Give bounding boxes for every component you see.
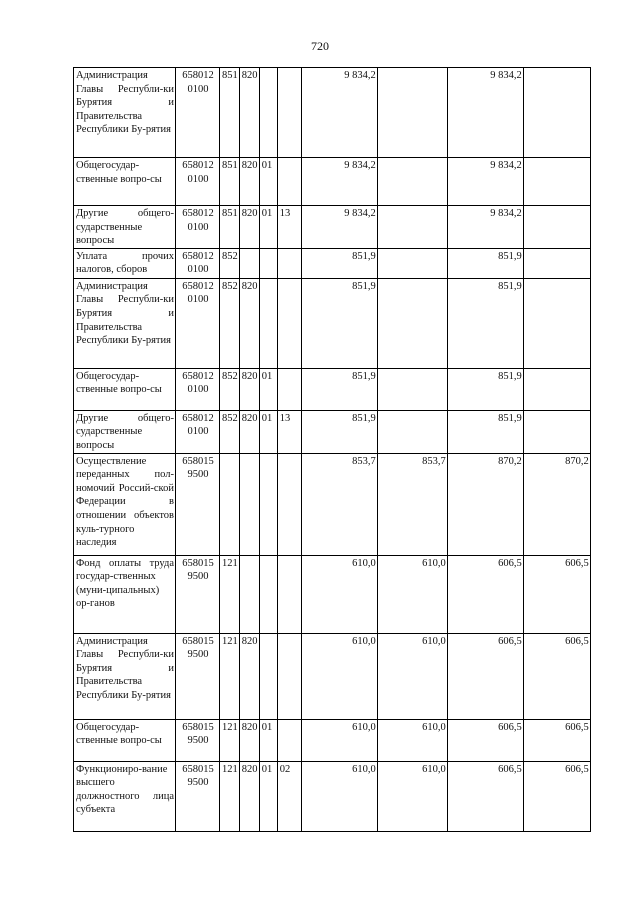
cell-amount-4 — [523, 158, 590, 206]
cell-amount-2: 610,0 — [377, 555, 447, 633]
table-row — [74, 68, 591, 158]
cell-section: 01 — [259, 410, 277, 453]
cell-amount-1: 9 834,2 — [301, 158, 377, 206]
table-row — [74, 410, 591, 453]
cell-amount-3: 9 834,2 — [447, 206, 523, 249]
cell-section: 01 — [259, 368, 277, 410]
table-row — [74, 158, 591, 206]
cell-subsection: 13 — [277, 206, 301, 249]
cell-amount-2 — [377, 206, 447, 249]
cell-ministry: 820 — [239, 278, 259, 368]
cell-subsection: 13 — [277, 410, 301, 453]
cell-amount-4: 606,5 — [523, 761, 590, 831]
cell-subsection — [277, 633, 301, 719]
cell-amount-2 — [377, 368, 447, 410]
table-row — [74, 719, 591, 761]
cell-section — [259, 278, 277, 368]
table-row — [74, 555, 591, 633]
cell-subsection — [277, 68, 301, 158]
cell-amount-1: 9 834,2 — [301, 68, 377, 158]
budget-table — [73, 67, 591, 832]
cell-expense-type: 851 — [220, 158, 240, 206]
cell-amount-2 — [377, 68, 447, 158]
cell-amount-3: 606,5 — [447, 555, 523, 633]
cell-amount-1: 851,9 — [301, 410, 377, 453]
cell-amount-3: 9 834,2 — [447, 68, 523, 158]
cell-ministry — [239, 453, 259, 555]
cell-name: Общегосудар-ственные вопро-сы — [74, 368, 176, 410]
cell-amount-1: 610,0 — [301, 633, 377, 719]
cell-amount-4 — [523, 410, 590, 453]
cell-name: Другие общего-сударственные вопросы — [74, 410, 176, 453]
cell-name: Администрация Главы Республи-ки Бурятия и Правительства Республики Бу-рятия — [74, 278, 176, 368]
cell-amount-2 — [377, 248, 447, 278]
cell-amount-4: 606,5 — [523, 719, 590, 761]
cell-amount-4: 606,5 — [523, 555, 590, 633]
cell-amount-1: 610,0 — [301, 555, 377, 633]
cell-target-article: 658015 9500 — [176, 633, 220, 719]
cell-name: Осуществление переданных пол-номочий Россий-ской Федерации в отношении объектов куль-турного наследия — [74, 453, 176, 555]
cell-name: Другие общего-сударственные вопросы — [74, 206, 176, 249]
cell-section: 01 — [259, 158, 277, 206]
cell-target-article: 658015 9500 — [176, 453, 220, 555]
table-row — [74, 368, 591, 410]
cell-amount-1: 610,0 — [301, 761, 377, 831]
table-row — [74, 761, 591, 831]
cell-section: 01 — [259, 761, 277, 831]
cell-name: Администрация Главы Республи-ки Бурятия и Правительства Республики Бу-рятия — [74, 633, 176, 719]
cell-subsection — [277, 158, 301, 206]
cell-amount-2: 610,0 — [377, 761, 447, 831]
cell-target-article: 658015 9500 — [176, 761, 220, 831]
cell-ministry: 820 — [239, 68, 259, 158]
cell-expense-type: 121 — [220, 761, 240, 831]
cell-ministry — [239, 555, 259, 633]
cell-target-article: 658012 0100 — [176, 68, 220, 158]
cell-amount-3: 9 834,2 — [447, 158, 523, 206]
cell-amount-4: 870,2 — [523, 453, 590, 555]
cell-ministry: 820 — [239, 719, 259, 761]
cell-amount-2: 610,0 — [377, 719, 447, 761]
cell-name: Фонд оплаты труда государ-ственных (муни-ципальных) ор-ганов — [74, 555, 176, 633]
cell-ministry: 820 — [239, 761, 259, 831]
cell-section: 01 — [259, 719, 277, 761]
page-number: 720 — [311, 39, 329, 53]
cell-amount-1: 851,9 — [301, 368, 377, 410]
cell-target-article: 658012 0100 — [176, 248, 220, 278]
cell-amount-3: 606,5 — [447, 719, 523, 761]
cell-expense-type: 851 — [220, 206, 240, 249]
cell-amount-1: 851,9 — [301, 248, 377, 278]
cell-target-article: 658012 0100 — [176, 410, 220, 453]
cell-amount-4 — [523, 368, 590, 410]
cell-target-article: 658015 9500 — [176, 719, 220, 761]
cell-name: Администрация Главы Республи-ки Бурятия и Правительства Республики Бу-рятия — [74, 68, 176, 158]
cell-expense-type: 852 — [220, 410, 240, 453]
cell-subsection: 02 — [277, 761, 301, 831]
cell-ministry: 820 — [239, 158, 259, 206]
cell-ministry: 820 — [239, 633, 259, 719]
cell-amount-4 — [523, 248, 590, 278]
cell-ministry — [239, 248, 259, 278]
cell-amount-2: 610,0 — [377, 633, 447, 719]
cell-target-article: 658012 0100 — [176, 368, 220, 410]
cell-name: Уплата прочих налогов, сборов — [74, 248, 176, 278]
cell-target-article: 658012 0100 — [176, 158, 220, 206]
table-row — [74, 453, 591, 555]
cell-amount-4 — [523, 206, 590, 249]
cell-amount-3: 870,2 — [447, 453, 523, 555]
cell-ministry: 820 — [239, 368, 259, 410]
cell-section — [259, 68, 277, 158]
cell-expense-type: 851 — [220, 68, 240, 158]
cell-amount-1: 9 834,2 — [301, 206, 377, 249]
cell-subsection — [277, 248, 301, 278]
cell-subsection — [277, 453, 301, 555]
cell-amount-4: 606,5 — [523, 633, 590, 719]
cell-ministry: 820 — [239, 410, 259, 453]
cell-amount-3: 606,5 — [447, 633, 523, 719]
cell-name: Функциониро-вание высшего должностного лица субъекта — [74, 761, 176, 831]
cell-amount-4 — [523, 68, 590, 158]
cell-section — [259, 555, 277, 633]
cell-expense-type: 121 — [220, 555, 240, 633]
cell-subsection — [277, 719, 301, 761]
cell-expense-type: 852 — [220, 278, 240, 368]
cell-section: 01 — [259, 206, 277, 249]
cell-amount-3: 851,9 — [447, 248, 523, 278]
cell-name: Общегосудар-ственные вопро-сы — [74, 719, 176, 761]
table-row — [74, 206, 591, 249]
cell-amount-4 — [523, 278, 590, 368]
cell-section — [259, 453, 277, 555]
cell-expense-type — [220, 453, 240, 555]
cell-amount-1: 851,9 — [301, 278, 377, 368]
table-row — [74, 278, 591, 368]
cell-amount-1: 610,0 — [301, 719, 377, 761]
cell-expense-type: 121 — [220, 719, 240, 761]
cell-ministry: 820 — [239, 206, 259, 249]
cell-amount-1: 853,7 — [301, 453, 377, 555]
cell-subsection — [277, 278, 301, 368]
cell-amount-3: 606,5 — [447, 761, 523, 831]
cell-subsection — [277, 368, 301, 410]
cell-amount-2 — [377, 158, 447, 206]
cell-expense-type: 852 — [220, 248, 240, 278]
cell-section — [259, 633, 277, 719]
cell-section — [259, 248, 277, 278]
cell-amount-3: 851,9 — [447, 410, 523, 453]
cell-expense-type: 121 — [220, 633, 240, 719]
cell-amount-3: 851,9 — [447, 278, 523, 368]
cell-expense-type: 852 — [220, 368, 240, 410]
cell-target-article: 658015 9500 — [176, 555, 220, 633]
table-row — [74, 633, 591, 719]
cell-target-article: 658012 0100 — [176, 206, 220, 249]
cell-target-article: 658012 0100 — [176, 278, 220, 368]
cell-amount-3: 851,9 — [447, 368, 523, 410]
cell-amount-2: 853,7 — [377, 453, 447, 555]
cell-subsection — [277, 555, 301, 633]
cell-name: Общегосудар-ственные вопро-сы — [74, 158, 176, 206]
table-row — [74, 248, 591, 278]
cell-amount-2 — [377, 278, 447, 368]
cell-amount-2 — [377, 410, 447, 453]
